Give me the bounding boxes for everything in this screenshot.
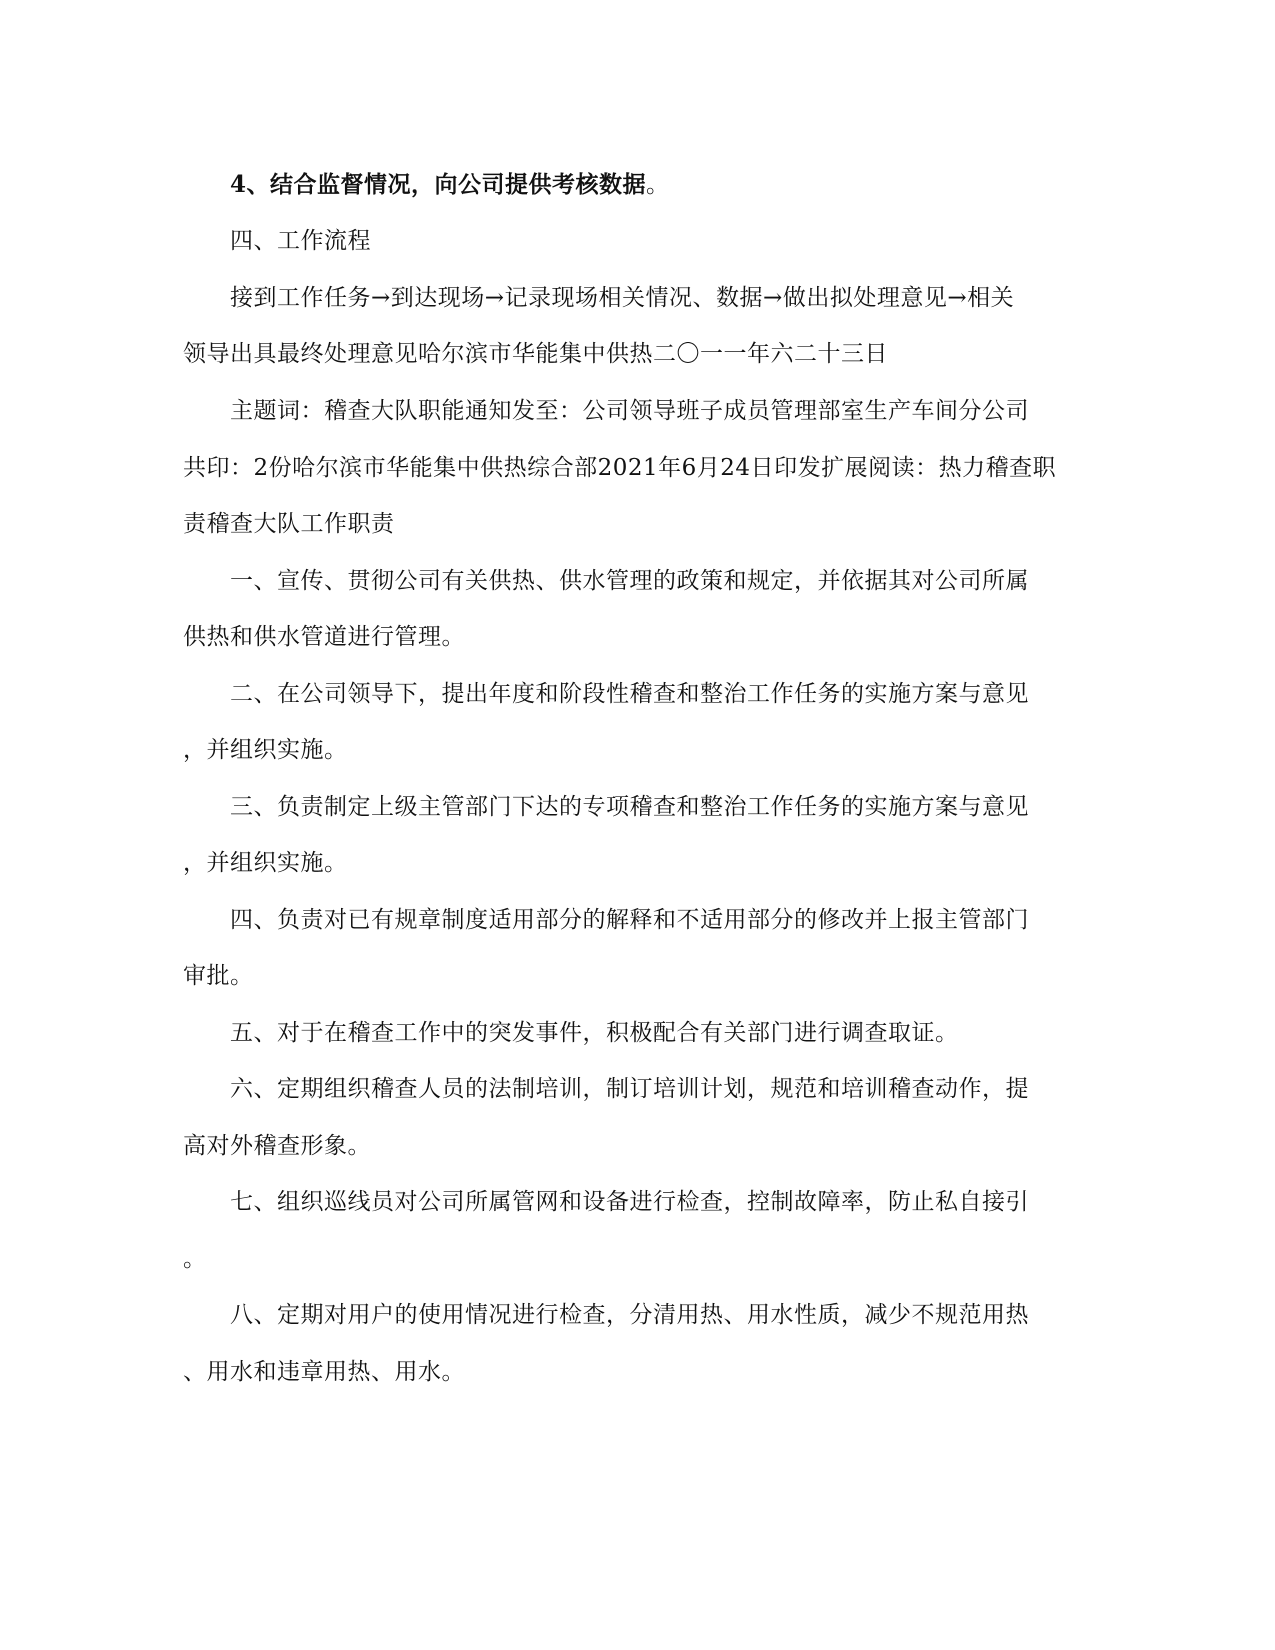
text-line-10: 二、在公司领导下，提出年度和阶段性稽查和整治工作任务的实施方案与意见	[183, 681, 1029, 707]
text-line-20: 。	[183, 1246, 207, 1272]
bold-heading: 4、结合监督情况，向公司提供考核数据	[230, 171, 647, 198]
text-line-4: 领导出具最终处理意见哈尔滨市华能集中供热二〇一一年六二十三日	[183, 341, 888, 367]
text-line-13: ，并组织实施。	[183, 850, 348, 876]
text-line-8: 一、宣传、贯彻公司有关供热、供水管理的政策和规定，并依据其对公司所属	[183, 568, 1029, 594]
text-line-6: 共印：2份哈尔滨市华能集中供热综合部2021年6月24日印发扩展阅读：热力稽查职	[183, 455, 1057, 481]
text-line-5: 主题词：稽查大队职能通知发至：公司领导班子成员管理部室生产车间分公司	[183, 398, 1029, 424]
text-line-1	[230, 170, 670, 200]
text-line-9: 供热和供水管道进行管理。	[183, 624, 465, 650]
text-line-22: 、用水和违章用热、用水。	[183, 1359, 465, 1385]
text-line-12: 三、负责制定上级主管部门下达的专项稽查和整治工作任务的实施方案与意见	[183, 794, 1029, 820]
text-line-14: 四、负责对已有规章制度适用部分的解释和不适用部分的修改并上报主管部门	[183, 907, 1029, 933]
text-line-19: 七、组织巡线员对公司所属管网和设备进行检查，控制故障率，防止私自接引	[183, 1189, 1029, 1215]
text-line-17: 六、定期组织稽查人员的法制培训，制订培训计划，规范和培训稽查动作，提	[183, 1076, 1029, 1102]
text-line-18: 高对外稽查形象。	[183, 1133, 371, 1159]
text-line-15: 审批。	[183, 963, 254, 989]
text-line-7: 责稽查大队工作职责	[183, 511, 395, 537]
text-line-2: 四、工作流程	[183, 228, 371, 254]
heading-period: 。	[646, 172, 670, 198]
text-line-3: 接到工作任务→到达现场→记录现场相关情况、数据→做出拟处理意见→相关	[183, 285, 1015, 311]
text-line-16: 五、对于在稽查工作中的突发事件，积极配合有关部门进行调查取证。	[183, 1020, 959, 1046]
text-line-21: 八、定期对用户的使用情况进行检查，分清用热、用水性质，减少不规范用热	[183, 1302, 1029, 1328]
text-line-11: ，并组织实施。	[183, 737, 348, 763]
